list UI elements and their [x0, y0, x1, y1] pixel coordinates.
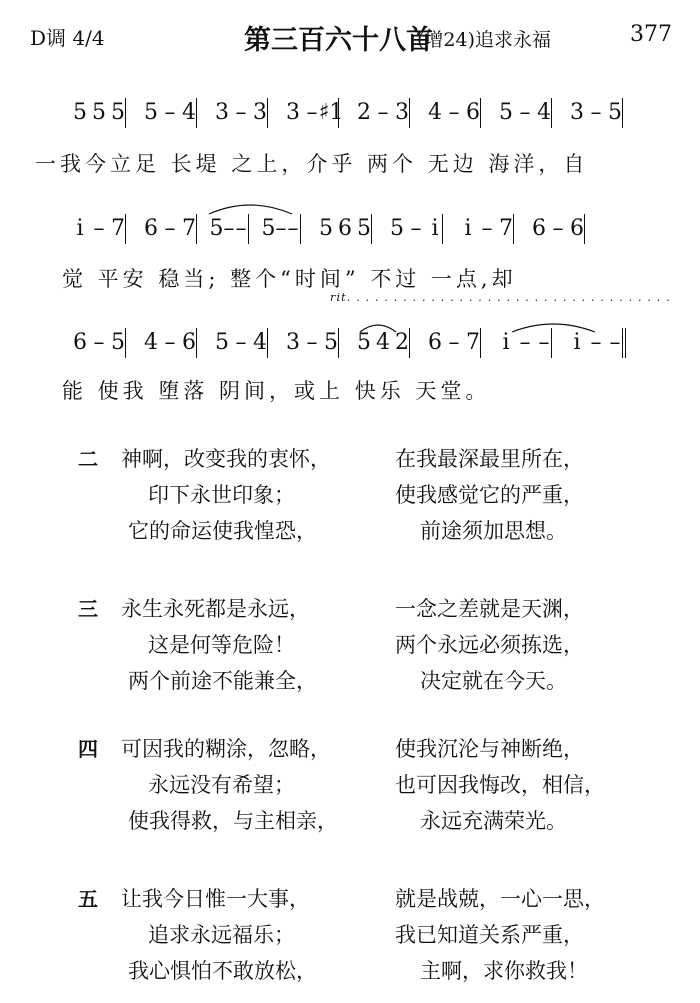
note: –: [287, 216, 299, 241]
verse-line-right: 决定就在今天。: [420, 669, 567, 693]
verse-line-left: 让我今日惟一大事，: [121, 887, 310, 911]
verse-number: 二: [78, 447, 98, 471]
note: 5: [499, 100, 513, 125]
note: i: [573, 330, 581, 355]
note: i: [431, 216, 439, 241]
note: ♯1: [318, 100, 344, 125]
note: –: [164, 216, 176, 241]
verse-line-right: 两个永远必须拣选，: [395, 633, 584, 657]
note: 5: [357, 330, 371, 355]
verse-line-right: 使我沉沦与神断绝，: [395, 737, 584, 761]
note: 7: [466, 330, 480, 355]
note: 3: [570, 100, 584, 125]
note: –: [609, 330, 621, 355]
note: –: [448, 330, 460, 355]
note: –: [306, 100, 318, 125]
note: –: [235, 330, 247, 355]
note: –: [235, 216, 247, 241]
note: 6: [532, 216, 546, 241]
note: –: [164, 100, 176, 125]
note: 5: [111, 100, 125, 125]
note: 6: [182, 330, 196, 355]
note: 2: [395, 330, 409, 355]
verse-line-left: 追求永远福乐；: [148, 923, 295, 947]
note: 5: [73, 100, 87, 125]
verse-line-right: 永远充满荣光。: [420, 809, 567, 833]
key-signature: D调 4/4: [30, 26, 105, 50]
note: i: [76, 216, 84, 241]
verse-line-right: 我已知道关系严重，: [395, 923, 584, 947]
note: –: [235, 100, 247, 125]
verse-number: 三: [78, 597, 98, 621]
verse-line-left: 永远没有希望；: [148, 773, 295, 797]
note: –: [590, 100, 602, 125]
note: 3: [215, 100, 229, 125]
note: 5–: [261, 216, 287, 241]
note: –: [519, 330, 531, 355]
verse-line-right: 一念之差就是天渊，: [395, 597, 584, 621]
note: 4: [376, 330, 390, 355]
ritardando-mark: rit. . . . . . . . . . . . . . . . . . . . . . . . . . . . . . . . . . .: [330, 291, 671, 304]
verse-line-left: 永生永死都是永远，: [121, 597, 310, 621]
note: 6: [338, 216, 352, 241]
note: –: [377, 100, 389, 125]
note: 4: [428, 100, 442, 125]
verse-number: 五: [78, 887, 98, 911]
note: 3: [286, 330, 300, 355]
note: 5: [319, 216, 333, 241]
lyric-line: 能 使我 堕落 阴间，或上 快乐 天堂。: [62, 379, 491, 403]
verse-line-left: 它的命运使我惶恐，: [128, 519, 317, 543]
note: 4: [537, 100, 551, 125]
note: –: [552, 216, 564, 241]
verse-line-left: 印下永世印象；: [148, 483, 295, 507]
verse-line-right: 使我感觉它的严重，: [395, 483, 584, 507]
verse-line-left: 神啊，改变我的衷怀，: [121, 447, 331, 471]
note: 4: [253, 330, 267, 355]
note: –: [93, 216, 105, 241]
verse-line-right: 也可因我悔改，相信，: [395, 773, 605, 797]
verse-line-left: 两个前途不能兼全，: [128, 669, 317, 693]
verse-line-right: 主啊，求你救我！: [420, 959, 588, 983]
note: 6: [73, 330, 87, 355]
verse-line-right: 在我最深最里所在，: [395, 447, 584, 471]
verse-line-left: 使我得救，与主相亲，: [128, 809, 338, 833]
note: 6: [570, 216, 584, 241]
verse-line-left: 可因我的糊涂，忽略，: [121, 737, 331, 761]
note: –: [448, 100, 460, 125]
lyric-line: 觉 平安 稳当; 整个“时间” 不过 一点,却: [62, 267, 517, 291]
note: 5: [144, 100, 158, 125]
verse-line-right: 前途须加思想。: [420, 519, 567, 543]
note: 7: [499, 216, 513, 241]
page-number: 377: [630, 22, 672, 47]
note: 5: [324, 330, 338, 355]
note: i: [502, 330, 510, 355]
note: 7: [111, 216, 125, 241]
note: 3: [395, 100, 409, 125]
note: 5: [390, 216, 404, 241]
hymn-subtitle: (增24)追求永福: [417, 29, 552, 51]
note: 3: [253, 100, 267, 125]
note: 5: [215, 330, 229, 355]
verse-number: 四: [78, 737, 98, 761]
note: –: [410, 216, 422, 241]
note: –: [590, 330, 602, 355]
note: 6: [466, 100, 480, 125]
verse-line-left: 我心惧怕不敢放松，: [128, 959, 317, 983]
note: i: [464, 216, 472, 241]
note: –: [306, 330, 318, 355]
lyric-line: 一我今立足 长堤 之上，介乎 两个 无边 海洋，自: [35, 152, 589, 176]
verse-line-left: 这是何等危险！: [148, 633, 295, 657]
note: 5: [608, 100, 622, 125]
note: 2: [357, 100, 371, 125]
note: 3: [286, 100, 300, 125]
verse-line-right: 就是战兢，一心一思，: [395, 887, 605, 911]
note: –: [519, 100, 531, 125]
note: –: [93, 330, 105, 355]
note: 5: [357, 216, 371, 241]
note: 5: [111, 330, 125, 355]
note: –: [481, 216, 493, 241]
note: 7: [182, 216, 196, 241]
note: –: [164, 330, 176, 355]
note: 4: [182, 100, 196, 125]
note: 6: [428, 330, 442, 355]
note: 6: [144, 216, 158, 241]
note: 4: [144, 330, 158, 355]
hymn-title: 第三百六十八首: [244, 25, 433, 56]
note: 5: [92, 100, 106, 125]
note: 5–: [209, 216, 235, 241]
note: –: [538, 330, 550, 355]
